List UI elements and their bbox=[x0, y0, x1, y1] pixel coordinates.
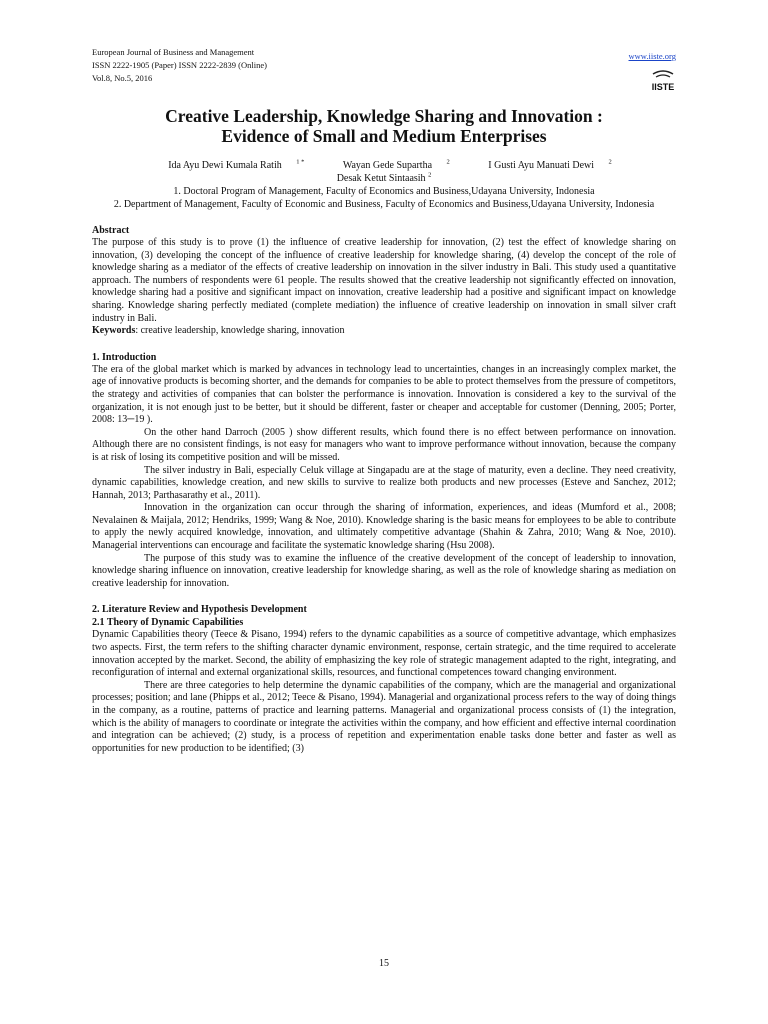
affiliation-1: 1. Doctoral Program of Management, Faculty of Economics and Business,Udayana University, Indonesia bbox=[173, 186, 595, 197]
keywords bbox=[92, 325, 676, 338]
abstract-heading: Abstract bbox=[92, 225, 130, 236]
page-number: 15 bbox=[379, 958, 389, 969]
paper-title bbox=[92, 106, 676, 146]
author-3: I Gusti Ayu Manuati Dewi $^2$ bbox=[488, 158, 612, 171]
author-4: Desak Ketut Sintaasih $^2$ bbox=[336, 171, 432, 184]
svg-text:IISTE: IISTE bbox=[651, 82, 675, 92]
intro-paragraph-2: On the other hand Darroch (2005 ) show different results, which found there is no effect between performance on innovation. Although there are no consistent findings, is not easy for managers who want to improve performance without innovation, because the company is at risk of losing its competitive position and will be missed. bbox=[92, 426, 676, 463]
intro-paragraph-3: The silver industry in Bali, especially Celuk village at Singapadu are at the stage of maturity, even a decline. They need creativity, dynamic capabilities, knowledge creation, and new skills to survive to realize both products and new processes (Esteve and Sanchez, 2012; Hannah, 2013; Parthasarathy et al., 2011). bbox=[92, 464, 676, 501]
keywords-label: Keywords bbox=[92, 325, 136, 337]
intro-paragraph-4: Innovation in the organization can occur through the sharing of information, experiences, and ideas (Mumford et al., 2008; Nevalainen & Maijala, 2012; Hendriks, 1999; Wang & Noe, 2010). Knowledge sharing is the basic means for employees to be able to contribute to apply the newly acquired knowledge, innovation, and ultimately competitive advantage (Shahin & Zahra, 2010; Wang & Noe, 2010). Managerial interventions can encourage and facilitate the systematic knowledge sharing (Hsu 2008). bbox=[92, 502, 676, 552]
journal-info bbox=[92, 46, 676, 85]
title-line-1: Creative Leadership, Knowledge Sharing and Innovation : bbox=[165, 106, 603, 126]
intro-paragraph-5: The purpose of this study was to examine the influence of the creative development of the concept of leadership to innovation, knowledge sharing influence on innovation, creative leadership for knowledge sharing, as well as the role of knowledge sharing as mediation on creative leadership for innovation. bbox=[92, 552, 676, 589]
paper-page bbox=[92, 46, 676, 755]
author-2: Wayan Gede Supartha $^2$ bbox=[342, 158, 450, 171]
subsection-heading-dynamic-capabilities: 2.1 Theory of Dynamic Capabilities bbox=[92, 617, 244, 629]
intro-paragraph-1: The era of the global market which is marked by advances in technology lead to uncertainties, changes in an increasingly complex market, the age of innovative products is becoming shorter, and the demands for companies to be able to protect themselves from the pressure of competitors, the strategy and activities of companies that can bolster the performance is innovation. Innovation is considered a key to the survival of the organization, it is not enough just to be better, but it should be different, faster or cheaper and acceptable for customer (Denning, 2005; Porter, 2008: 13─19 ). bbox=[92, 363, 676, 426]
journal-name: European Journal of Business and Management bbox=[92, 47, 255, 57]
author-list bbox=[92, 159, 676, 185]
iiste-logo-icon bbox=[650, 68, 676, 94]
journal-website-link[interactable]: www.iiste.org bbox=[628, 51, 676, 61]
affiliations bbox=[92, 185, 676, 211]
section-heading-introduction: 1. Introduction bbox=[92, 351, 157, 363]
journal-issn: ISSN 2222-1905 (Paper) ISSN 2222-2839 (Online) bbox=[92, 60, 267, 70]
journal-volume: Vol.8, No.5, 2016 bbox=[92, 73, 153, 83]
lit-paragraph-2: There are three categories to help determine the dynamic capabilities of the company, which are the managerial and organizational processes; position; and lane (Phipps et al., 2012; Teece & Pisano, 1994). Managerial and organizational process refers to the way of doing things in the company, as a routine, patterns of practice and learning patterns. Managerial and organizational process consists of (1) the integration, which is the ability of managers to coordinate or integrate the activities within the company, and how efficient and effective internal coordination and integration can be achieved; (2) study, is a process of repetition and experimentation enable tasks done better and faster as well as opportunities for new production to be identified; (3) bbox=[92, 679, 676, 754]
title-line-2: Evidence of Small and Medium Enterprises bbox=[221, 126, 547, 146]
lit-paragraph-1: Dynamic Capabilities theory (Teece & Pisano, 1994) refers to the dynamic capabilities as a source of competitive advantage, which emphasizes two aspects. First, the term refers to the shifting character dynamic environment, response, certain strategic, and the time required to accelerate innovation accepted by the market. Second, the ability of emphasizing the key role of strategic management adapted to the right, integrating, and reconfiguration of internal and external organizational skills, resources, and functional competences toward changing environment. bbox=[92, 629, 676, 679]
author-1: Ida Ayu Dewi Kumala Ratih $^{1 *}$ bbox=[168, 158, 305, 171]
section-heading-literature: 2. Literature Review and Hypothesis Development bbox=[92, 604, 307, 616]
affiliation-2: 2. Department of Management, Faculty of Economic and Business, Faculty of Economics and Business,Udayana University, Indonesia bbox=[113, 199, 655, 210]
journal-header bbox=[92, 46, 676, 98]
abstract-text: The purpose of this study is to prove (1) the influence of creative leadership for innovation, (2) test the effect of knowledge sharing on innovation, (3) developing the concept of the influence of creative leadership for knowledge sharing, (4) develop the concept of the role of knowledge sharing as a mediator of the effects of creative leadership on innovation in the silver industry in Bali. This study used a quantitative approach. The numbers of respondents were 61 people. The results showed that the creative leadership not significantly effected on innovation, knowledge sharing had a positive and significant impact on innovation, creative leadership had a positive and significant impact on knowledge sharing. Knowledge sharing perfectly mediated (complete mediation) the influence of creative leadership on innovation in small silver craft industry in Bali. bbox=[92, 237, 676, 324]
keywords-text: : creative leadership, knowledge sharing, innovation bbox=[135, 325, 345, 337]
